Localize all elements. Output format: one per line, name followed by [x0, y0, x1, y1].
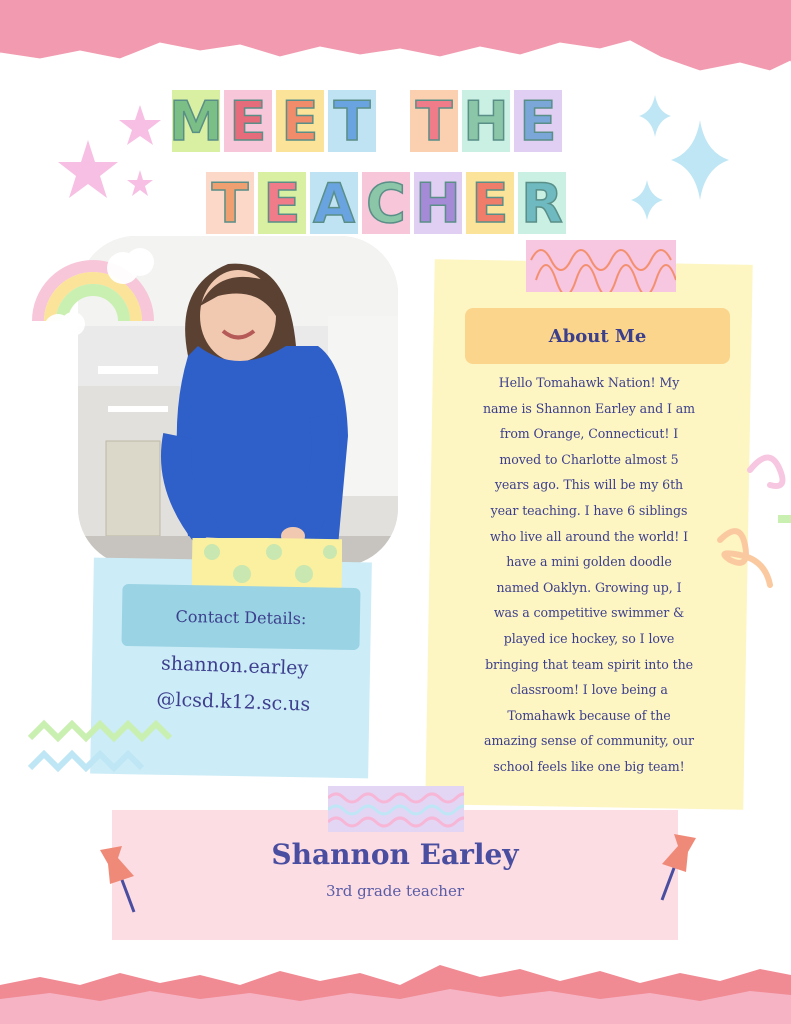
- title-space: [380, 90, 406, 152]
- blue-sparkles-decoration: [625, 90, 735, 230]
- title-line-meet-the: [169, 89, 562, 153]
- about-line: who live all around the world! I: [489, 528, 688, 544]
- about-line: Hello Tomahawk Nation! My: [498, 375, 680, 390]
- contact-email[interactable]: [117, 644, 351, 724]
- about-me-heading: About Me: [465, 308, 730, 364]
- teacher-name: Shannon Earley: [271, 838, 519, 871]
- about-line: name is Shannon Earley and I am: [482, 400, 695, 416]
- about-line: year teaching. I have 6 siblings: [490, 502, 688, 518]
- title-letter: A: [310, 172, 358, 234]
- title-letter: H: [415, 171, 461, 235]
- yellow-dotted-washi-tape: [192, 538, 342, 590]
- about-line: from Orange, Connecticut! I: [499, 426, 679, 442]
- about-line: was a competitive swimmer &: [493, 605, 685, 621]
- about-line: moved to Charlotte almost 5: [499, 451, 679, 467]
- wavy-washi-tape: [328, 786, 464, 832]
- title-letter: C: [362, 172, 410, 234]
- about-line: played ice hockey, so I love: [503, 630, 675, 646]
- title-letter: E: [466, 172, 514, 234]
- about-line: amazing sense of community, our: [484, 733, 694, 749]
- title-letter: T: [206, 172, 254, 234]
- zigzag-decoration: [28, 716, 188, 796]
- title-letter: E: [224, 90, 272, 152]
- title-letter: E: [276, 90, 324, 152]
- top-torn-paper-border: [0, 0, 791, 90]
- about-line: school feels like one big team!: [493, 758, 685, 774]
- about-line: bringing that team spirit into the: [485, 656, 693, 672]
- squiggle-decoration-right: [700, 440, 791, 620]
- title-letter: E: [258, 172, 306, 234]
- about-line: named Oaklyn. Growing up, I: [496, 579, 682, 595]
- title-letter: E: [514, 90, 562, 152]
- email-line-1: shannon.earley: [160, 652, 309, 680]
- about-line: have a mini golden doodle: [506, 554, 672, 570]
- title-letter: R: [518, 172, 566, 234]
- title-letter: T: [410, 90, 458, 152]
- email-line-2: @lcsd.k12.sc.us: [156, 688, 311, 716]
- about-line: classroom! I love being a: [510, 682, 668, 698]
- about-me-text: [444, 370, 734, 780]
- title-line-teacher: [206, 172, 566, 234]
- about-line: years ago. This will be my 6th: [494, 477, 684, 493]
- title-letter: T: [328, 90, 376, 152]
- about-line: Tomahawk because of the: [507, 707, 671, 723]
- teacher-role: 3rd grade teacher: [325, 882, 464, 900]
- title-letter: M: [169, 89, 223, 153]
- pink-washi-tape: [526, 240, 676, 292]
- title-letter: H: [463, 89, 509, 153]
- rainbow-cloud-decoration: [28, 236, 158, 346]
- contact-details-heading: Contact Details:: [121, 584, 360, 650]
- pink-stars-decoration: [40, 100, 170, 220]
- bottom-torn-paper-border: [0, 955, 791, 1024]
